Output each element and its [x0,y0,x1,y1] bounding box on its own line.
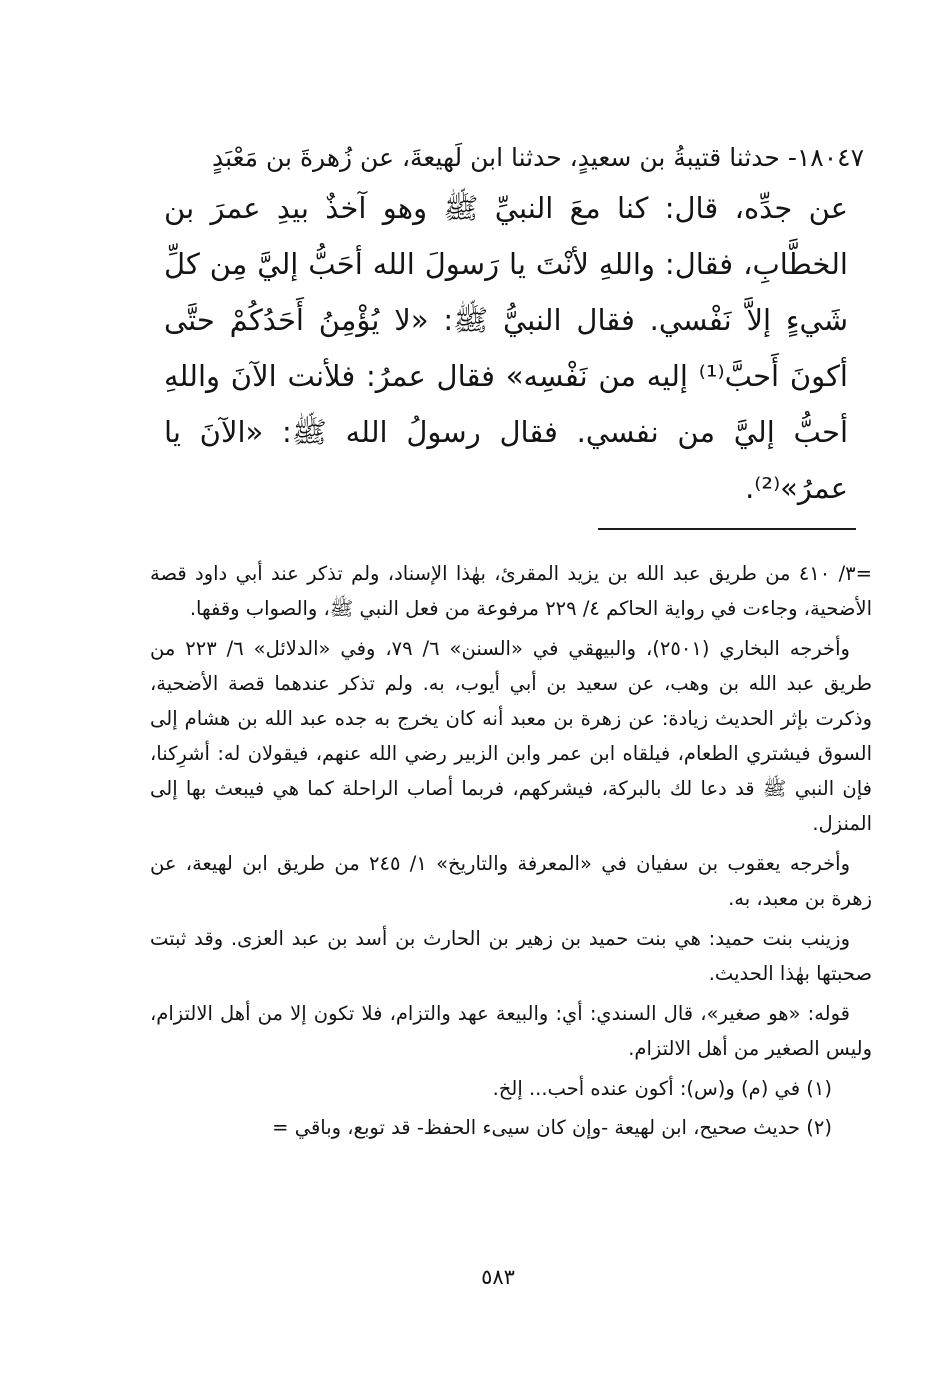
hadith-heading: ١٨٠٤٧- حدثنا قتيبةُ بن سعيدٍ، حدثنا ابن لَهيعةَ، عن زُهرةَ بن مَعْبَدٍ [211,143,864,172]
page-number: ٥٨٣ [481,1265,515,1289]
note-paragraph: =٣/ ٤١٠ من طريق عبد الله بن يزيد المقرئ، بهٰذا الإسناد، ولم تذكر عند أبي داود قصة الأضحية، وجاءت في رواية الحاكم ٤/ ٢٢٩ مرفوعة من فعل النبي ﷺ، والصواب وقفها. [150,562,872,620]
note-paragraph: وأخرجه البخاري (٢٥٠١)، والبيهقي في «السنن» ٦/ ٧٩، وفي «الدلائل» ٦/ ٢٢٣ من طريق عبد الله بن وهب، عن سعيد بن أبي أيوب، به. ولم تذكر عندهما قصة الأضحية، وذكرت بإثر الحديث زيادة: عن زهرة بن معبد أنه كان يخرج به جده عبد الله بن هشام إلى السوق فيشتري الطعام، فيلقاه ابن عمر وابن الزبير رضي الله عنهم، فيقولان له: أشرِكنا، فإن النبي ﷺ قد دعا لك بالبركة، فيشركهم، فربما أصاب الراحلة كما هي فيبعث بها إلى المنزل. [150,637,872,835]
commentary-notes [150,556,872,1149]
note-paragraph: قوله: «هو صغير»، قال السندي: أي: والبيعة عهد والتزام، فلا تكون إلا من أهل الالتزام، وليس الصغير من أهل الالتزام. [150,1002,872,1060]
note-paragraph: وأخرجه يعقوب بن سفيان في «المعرفة والتاريخ» ١/ ٢٤٥ من طريق ابن لهيعة، عن زهرة بن معبد، به. [150,852,872,910]
note-paragraph: وزينب بنت حميد: هي بنت حميد بن زهير بن الحارث بن أسد بن عبد العزى. وقد ثبتت صحبتها بهٰذا الحديث. [150,927,872,985]
hadith-text: عن جدِّه، قال: كنا معَ النبيِّ ﷺ وهو آخذٌ بيدِ عمرَ بن الخطَّابِ، فقال: واللهِ لأنْتَ يا رَسولَ الله أحَبُّ إليَّ مِن كلِّ شَيءٍ إلاَّ نَفْسي. فقال النبيُّ ﷺ: «لا يُؤْمِنُ أَحَدُكُمْ حتَّى أكونَ أَحبَّ⁽¹⁾ إليه من نَفْسِه» فقال عمرُ: فلأنت الآنَ واللهِ أحبُّ إليَّ من نفسي. فقال رسولُ الله ﷺ: «الآنَ يا عمرُ»⁽²⁾. [164,191,848,505]
footnote: (٢) حديث صحيح، ابن لهيعة -وإن كان سيىء الحفظ- قد توبع، وباقي = [272,1116,832,1139]
hadith-block [150,138,872,516]
footnote: (١) في (م) و(س): أكون عنده أحب... إلخ. [492,1077,832,1100]
footnote-divider [598,528,856,530]
